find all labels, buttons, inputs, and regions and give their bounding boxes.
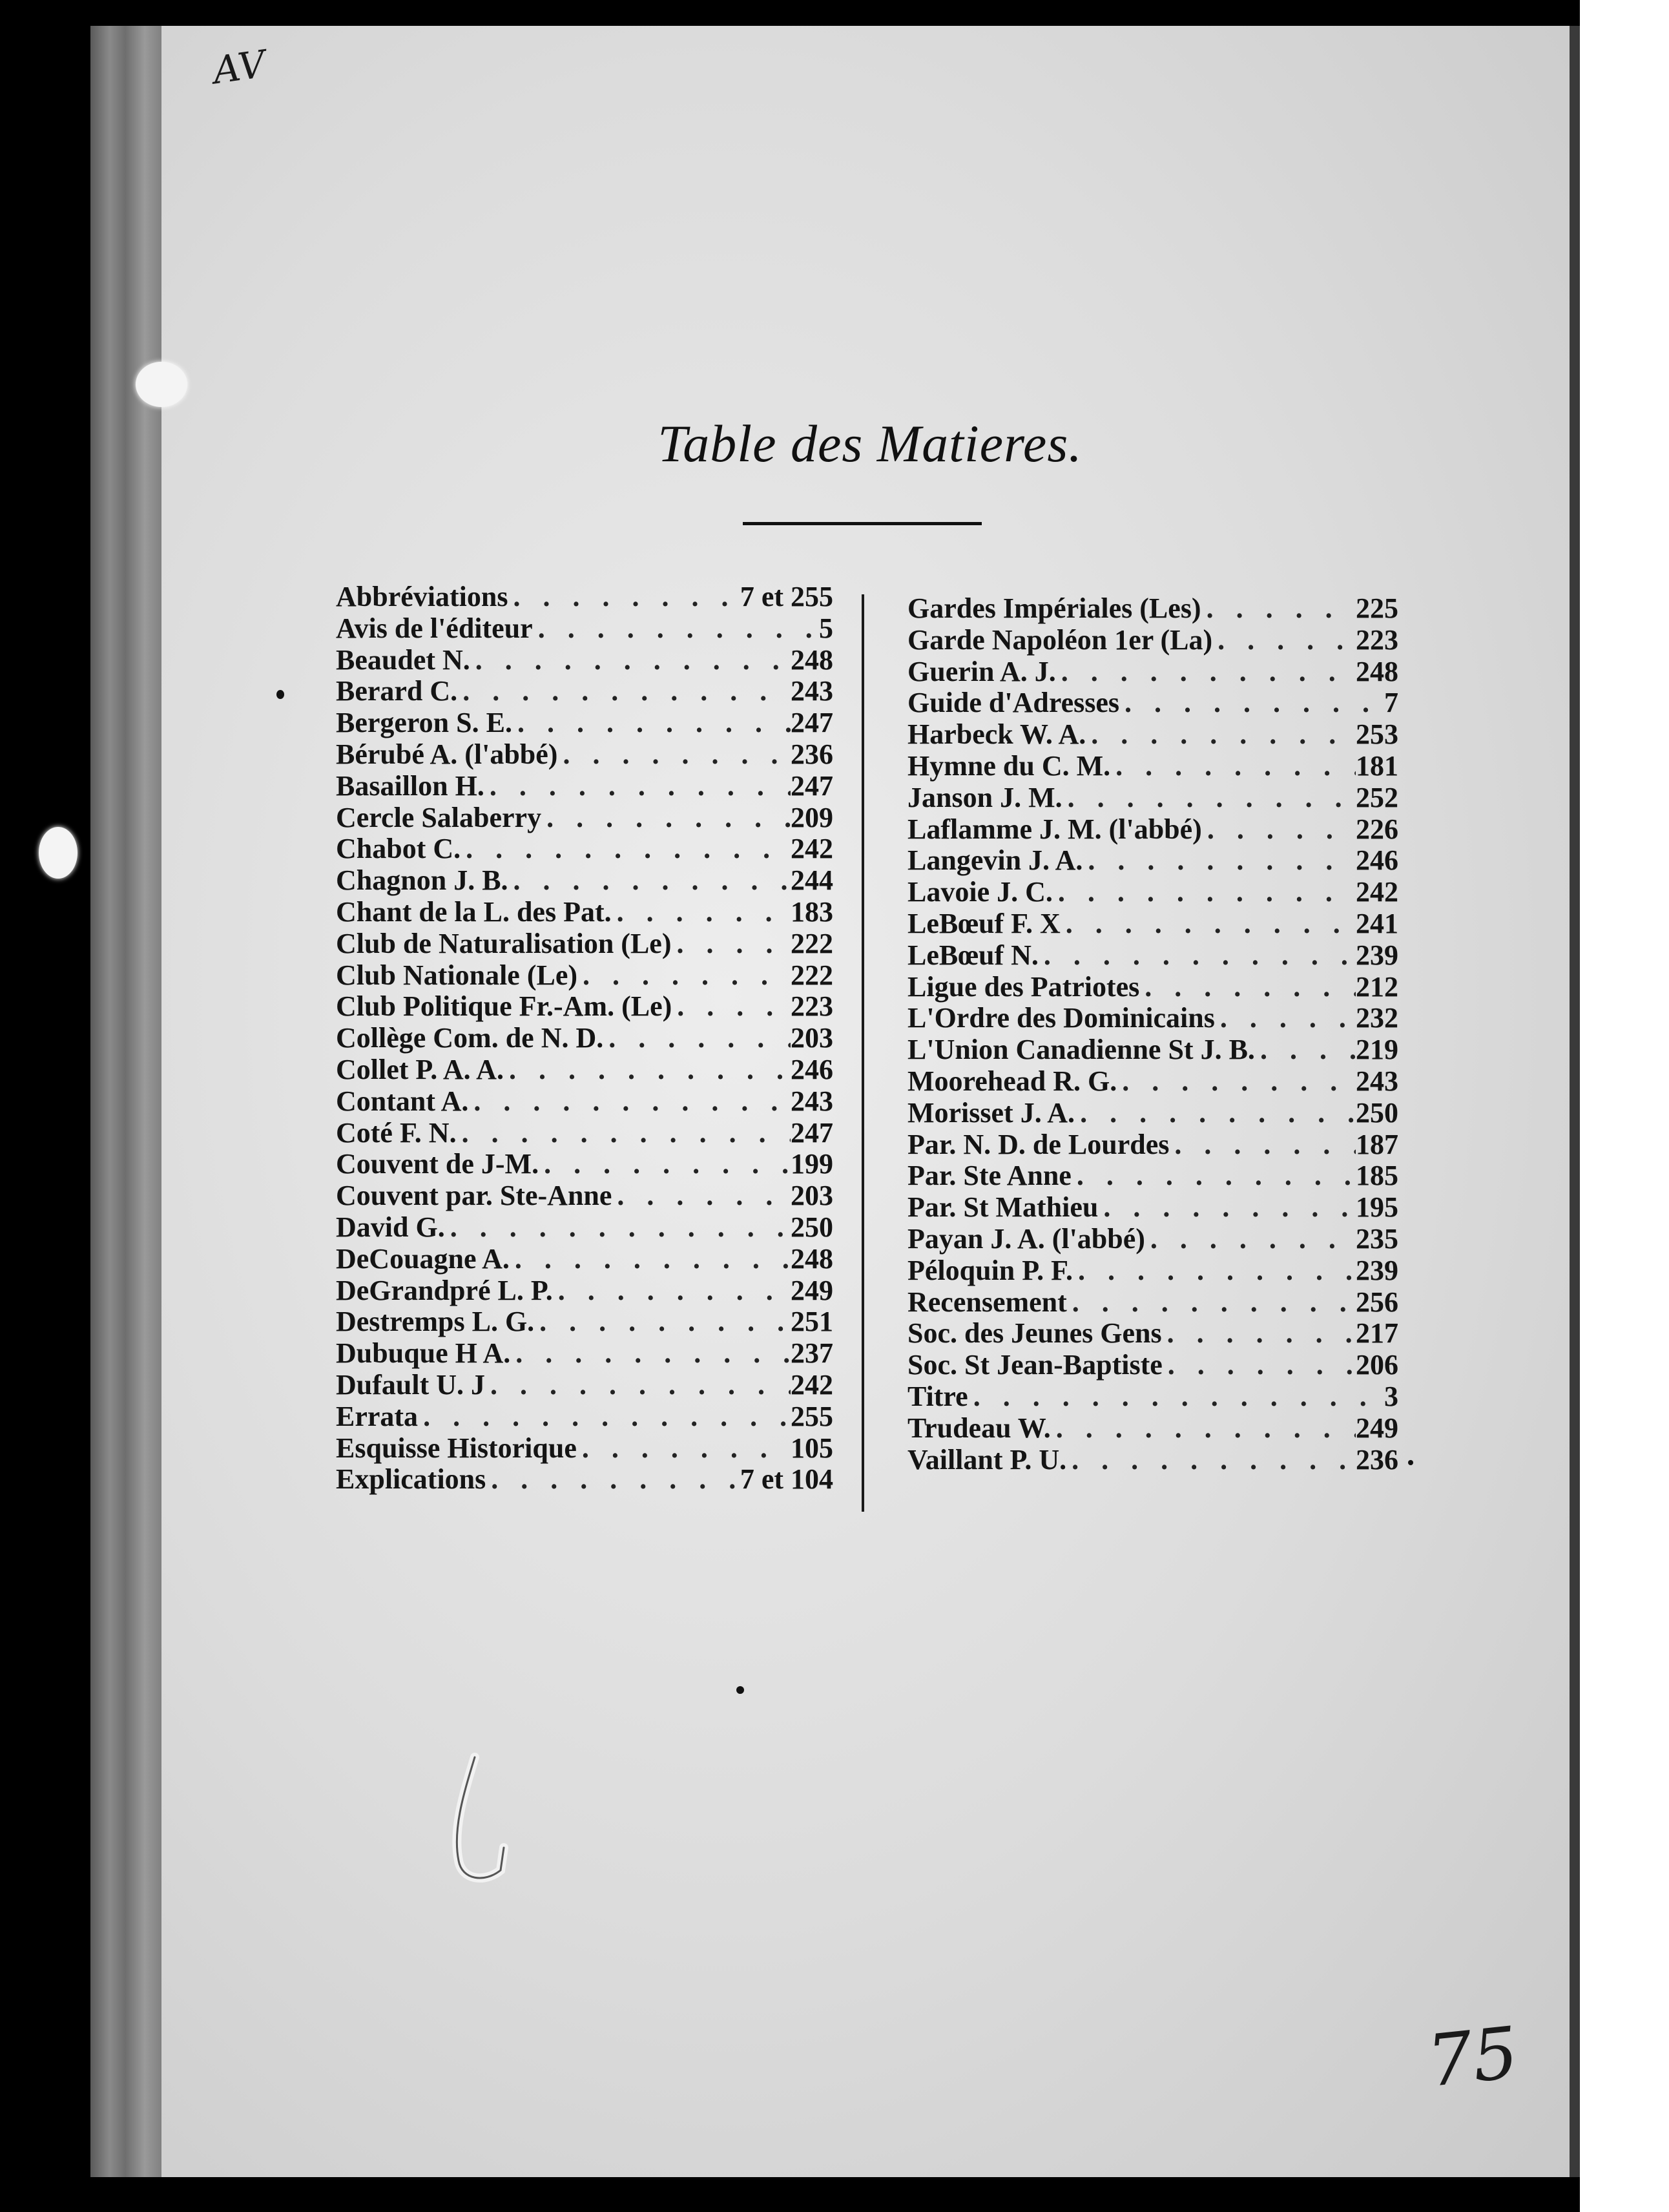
scan-margin [1580, 0, 1669, 2212]
toc-entry-page: 252 [1356, 781, 1398, 813]
toc-entry-page: 248 [1356, 655, 1398, 687]
toc-entry-label: Esquisse Historique [336, 1432, 577, 1464]
dot-leader [1255, 1034, 1356, 1066]
toc-entry-page: 235 [1356, 1222, 1398, 1255]
dot-leader [508, 865, 791, 897]
toc-entry-page: 222 [791, 959, 833, 991]
toc-entry [907, 940, 1398, 972]
toc-entry [907, 1066, 1398, 1098]
toc-entry [907, 656, 1398, 688]
toc-entry-label: Destremps L. G. [336, 1306, 535, 1338]
toc-entry-label: Par. Ste Anne [907, 1160, 1072, 1192]
dot-leader [1066, 1445, 1356, 1476]
toc-entry-label: Avis de l'éditeur [336, 612, 533, 644]
toc-entry-page: 243 [1356, 1065, 1398, 1097]
toc-entry-label: Dubuque H A. [336, 1337, 511, 1370]
dot-leader [486, 1464, 740, 1496]
dot-leader [470, 645, 791, 676]
toc-entry [336, 1244, 833, 1275]
toc-entry-page: 105 [791, 1432, 833, 1464]
book-spine [90, 26, 168, 2177]
toc-entry-page: 255 [791, 1400, 833, 1432]
toc-entry-page: 249 [791, 1274, 833, 1306]
toc-entry [907, 972, 1398, 1003]
toc-entry [907, 1445, 1398, 1476]
toc-entry-page: 223 [791, 990, 833, 1023]
toc-entry-page: 243 [791, 1085, 833, 1117]
dot-leader [1086, 719, 1356, 751]
toc-entry-label: Soc. des Jeunes Gens [907, 1317, 1162, 1350]
toc-entry-page: 247 [791, 1116, 833, 1149]
dot-leader [1072, 1160, 1356, 1192]
toc-entry-label: Hymne du C. M. [907, 749, 1111, 782]
toc-entry-label: Explications [336, 1463, 486, 1496]
dot-leader [612, 897, 791, 928]
toc-entry-label: Janson J. M. [907, 781, 1063, 813]
toc-entry [907, 1003, 1398, 1034]
toc-entry-page: 195 [1356, 1191, 1398, 1224]
toc-entry-page: 183 [791, 895, 833, 928]
toc-entry-page: 248 [791, 1242, 833, 1275]
toc-entry [336, 645, 833, 676]
toc-entry-label: Trudeau W. [907, 1412, 1051, 1444]
toc-entry-label: Club de Naturalisation (Le) [336, 927, 672, 959]
toc-entry-label: Cercle Salaberry [336, 801, 542, 833]
toc-right-column [907, 593, 1398, 1476]
toc-entry-page: 3 [1384, 1380, 1398, 1412]
toc-entry [336, 1338, 833, 1370]
toc-entry [336, 1054, 833, 1086]
toc-entry-page: 248 [791, 643, 833, 676]
dot-leader [1119, 687, 1384, 719]
dot-leader [504, 1054, 791, 1086]
toc-entry-page: 7 et 255 [740, 581, 833, 612]
dot-leader [577, 1433, 791, 1465]
dot-leader [468, 1086, 791, 1118]
toc-entry-label: Guerin A. J. [907, 655, 1056, 687]
toc-entry-page: 199 [791, 1148, 833, 1180]
toc-entry [336, 865, 833, 897]
toc-entry [907, 1255, 1398, 1287]
toc-entry-page: 250 [1356, 1096, 1398, 1129]
toc-entry-label: David G. [336, 1211, 445, 1243]
toc-entry [336, 1433, 833, 1465]
toc-entry-page: 187 [1356, 1128, 1398, 1160]
dot-leader [1083, 845, 1356, 877]
toc-entry-page: 250 [791, 1211, 833, 1243]
dot-leader [461, 833, 791, 865]
toc-entry-label: Coté F. N. [336, 1116, 457, 1149]
dot-leader [457, 1118, 791, 1149]
ink-speck [276, 690, 284, 699]
toc-entry-page: 222 [791, 927, 833, 959]
toc-entry [336, 676, 833, 707]
ink-speck [1408, 1460, 1413, 1465]
toc-entry [336, 771, 833, 802]
toc-entry-page: 206 [1356, 1349, 1398, 1381]
handwritten-mark [439, 1751, 517, 1893]
toc-entry-label: Recensement [907, 1286, 1067, 1318]
toc-entry [336, 897, 833, 928]
toc-entry-label: Contant A. [336, 1085, 469, 1117]
dot-leader [577, 960, 791, 992]
toc-entry-page: 237 [791, 1337, 833, 1370]
toc-entry-page: 212 [1356, 970, 1398, 1003]
dot-leader [1117, 1066, 1356, 1098]
page-title: Table des Matieres. [658, 414, 1083, 473]
toc-entry-page: 244 [791, 864, 833, 897]
dot-leader [1053, 877, 1356, 908]
toc-entry-page: 209 [791, 801, 833, 833]
toc-entry-label: Par. St Mathieu [907, 1191, 1099, 1224]
toc-entry-label: L'Union Canadienne St J. B. [907, 1034, 1255, 1066]
dot-leader [534, 1306, 791, 1338]
dot-leader [603, 1023, 791, 1054]
dot-leader [612, 1180, 791, 1212]
toc-entry-page: 246 [791, 1053, 833, 1085]
dot-leader [418, 1401, 791, 1433]
toc-entry [907, 687, 1398, 719]
toc-entry-page: 203 [791, 1180, 833, 1212]
toc-entry-page: 223 [1356, 623, 1398, 656]
toc-entry [336, 991, 833, 1023]
toc-entry-page: 236 [1356, 1443, 1398, 1476]
dot-leader [1056, 656, 1356, 688]
toc-left-column [336, 581, 833, 1496]
toc-entry-label: Beaudet N. [336, 643, 470, 676]
toc-entry-page: 242 [791, 833, 833, 865]
dot-leader [1067, 1287, 1356, 1319]
dot-leader [1110, 751, 1356, 782]
ink-speck [736, 1686, 744, 1694]
toc-entry-label: LeBœuf F. X [907, 907, 1061, 939]
dot-leader [457, 676, 791, 707]
toc-entry-label: Moorehead R. G. [907, 1065, 1117, 1097]
toc-entry-label: L'Ordre des Dominicains [907, 1002, 1215, 1034]
toc-entry-page: 226 [1356, 813, 1398, 845]
toc-entry [907, 1350, 1398, 1381]
toc-entry-label: Couvent par. Ste-Anne [336, 1180, 612, 1212]
toc-entry [907, 1160, 1398, 1192]
dot-leader [553, 1275, 791, 1307]
toc-entry [907, 814, 1398, 846]
toc-entry-page: 247 [791, 769, 833, 802]
toc-entry-label: Collet P. A. A. [336, 1053, 504, 1085]
toc-entry-label: Soc. St Jean-Baptiste [907, 1349, 1163, 1381]
toc-entry [907, 719, 1398, 751]
toc-entry [907, 908, 1398, 940]
toc-entry-page: 249 [1356, 1412, 1398, 1444]
toc-entry [907, 1318, 1398, 1350]
dot-leader [557, 739, 791, 771]
page-edge [1570, 26, 1580, 2177]
marginalia-bottom: 75 [1423, 2011, 1522, 2103]
toc-entry-label: Vaillant P. U. [907, 1443, 1067, 1476]
toc-entry [336, 1464, 833, 1496]
toc-entry [907, 1413, 1398, 1445]
toc-entry [907, 877, 1398, 908]
dot-leader [508, 581, 740, 613]
dot-leader [1145, 1224, 1356, 1255]
toc-entry [907, 1224, 1398, 1255]
dot-leader [1169, 1129, 1356, 1161]
toc-entry-label: Morisset J. A. [907, 1096, 1075, 1129]
toc-entry [336, 1118, 833, 1149]
toc-entry-label: DeCouagne A. [336, 1242, 510, 1275]
toc-entry [907, 1034, 1398, 1066]
dot-leader [1162, 1318, 1356, 1350]
toc-entry [336, 739, 833, 771]
toc-entry-label: Club Nationale (Le) [336, 959, 577, 991]
toc-entry-label: Dufault U. J [336, 1368, 486, 1401]
toc-entry-page: 219 [1356, 1034, 1398, 1066]
toc-entry [336, 1212, 833, 1244]
dot-leader [1039, 940, 1356, 972]
toc-entry [907, 1129, 1398, 1161]
toc-entry-page: 241 [1356, 907, 1398, 939]
toc-entry-label: Chabot C. [336, 833, 461, 865]
dot-leader [445, 1212, 791, 1244]
toc-entry-page: 217 [1356, 1317, 1398, 1350]
marginalia-top: AV [210, 41, 269, 93]
toc-entry [336, 960, 833, 992]
dot-leader [1061, 908, 1356, 940]
toc-entry [907, 593, 1398, 625]
toc-entry [907, 1098, 1398, 1129]
toc-entry [336, 1306, 833, 1338]
toc-entry [336, 1275, 833, 1307]
dot-leader [1051, 1413, 1356, 1445]
toc-entry-label: Harbeck W. A. [907, 718, 1086, 751]
toc-entry [907, 782, 1398, 814]
column-divider [862, 594, 864, 1512]
toc-entry-label: DeGrandpré L. P. [336, 1274, 553, 1306]
toc-entry-page: 239 [1356, 1254, 1398, 1286]
toc-entry-label: Garde Napoléon 1er (La) [907, 623, 1213, 656]
dot-leader [1202, 814, 1356, 846]
toc-entry-label: LeBœuf N. [907, 939, 1039, 971]
toc-entry-page: 232 [1356, 1002, 1398, 1034]
toc-entry-label: Chagnon J. B. [336, 864, 508, 897]
toc-entry-page: 253 [1356, 718, 1398, 751]
toc-entry [336, 1086, 833, 1118]
toc-entry-label: Laflamme J. M. (l'abbé) [907, 813, 1202, 845]
toc-entry-page: 243 [791, 675, 833, 707]
toc-entry-label: Péloquin P. F. [907, 1254, 1073, 1286]
toc-entry-page: 239 [1356, 939, 1398, 971]
toc-entry-page: 7 [1384, 687, 1398, 719]
dot-leader [510, 1244, 791, 1275]
dot-leader [1098, 1192, 1356, 1224]
dot-leader [510, 1338, 791, 1370]
toc-entry [907, 625, 1398, 656]
paper-blot [136, 362, 187, 407]
dot-leader [1215, 1003, 1356, 1034]
toc-entry-page: 251 [791, 1306, 833, 1338]
dot-leader [1201, 593, 1356, 625]
toc-entry-page: 225 [1356, 592, 1398, 624]
toc-entry-label: Abbréviations [336, 581, 508, 612]
toc-entry-page: 242 [791, 1368, 833, 1401]
title-rule [743, 522, 982, 525]
toc-entry-label: Bérubé A. (l'abbé) [336, 738, 558, 770]
toc-entry [336, 1149, 833, 1180]
toc-entry-page: 181 [1356, 749, 1398, 782]
toc-entry [336, 802, 833, 834]
dot-leader [1163, 1350, 1356, 1381]
dot-leader [484, 771, 791, 802]
toc-entry-label: Lavoie J. C. [907, 876, 1053, 908]
toc-entry [907, 751, 1398, 782]
toc-entry [336, 707, 833, 739]
toc-entry-page: 236 [791, 738, 833, 770]
toc-entry [907, 845, 1398, 877]
dot-leader [1139, 972, 1356, 1003]
dot-leader [485, 1370, 791, 1401]
toc-entry-page: 7 et 104 [740, 1463, 833, 1496]
dot-leader [541, 802, 791, 834]
toc-entry-page: 246 [1356, 844, 1398, 877]
toc-entry-label: Bergeron S. E. [336, 707, 512, 739]
toc-entry [907, 1287, 1398, 1319]
toc-entry-label: Par. N. D. de Lourdes [907, 1128, 1170, 1160]
toc-entry [907, 1192, 1398, 1224]
toc-entry-label: Ligue des Patriotes [907, 970, 1140, 1003]
toc-entry-page: 256 [1356, 1286, 1398, 1318]
toc-entry-label: Guide d'Adresses [907, 687, 1120, 719]
toc-entry [336, 1023, 833, 1054]
dot-leader [1063, 782, 1356, 814]
dot-leader [968, 1381, 1384, 1413]
paper-blot [39, 827, 78, 879]
toc-entry-page: 242 [1356, 876, 1398, 908]
dot-leader [1075, 1098, 1356, 1129]
toc-entry-page: 185 [1356, 1160, 1398, 1192]
toc-entry [336, 613, 833, 645]
dot-leader [539, 1149, 791, 1180]
dot-leader [512, 707, 791, 739]
toc-entry [336, 581, 833, 613]
toc-entry-label: Payan J. A. (l'abbé) [907, 1222, 1145, 1255]
toc-entry [336, 1370, 833, 1401]
toc-entry-label: Chant de la L. des Pat. [336, 895, 612, 928]
dot-leader [533, 613, 819, 645]
toc-entry-page: 247 [791, 707, 833, 739]
toc-entry-label: Berard C. [336, 675, 458, 707]
toc-entry-page: 5 [819, 612, 833, 644]
toc-entry-label: Titre [907, 1380, 968, 1412]
toc-entry [336, 928, 833, 960]
toc-entry-page: 203 [791, 1022, 833, 1054]
toc-entry-label: Errata [336, 1400, 419, 1432]
dot-leader [672, 991, 791, 1023]
toc-entry-label: Gardes Impériales (Les) [907, 592, 1201, 624]
toc-entry-label: Couvent de J-M. [336, 1148, 539, 1180]
dot-leader [1073, 1255, 1356, 1287]
toc-entry [907, 1381, 1398, 1413]
toc-entry-label: Collège Com. de N. D. [336, 1022, 604, 1054]
dot-leader [1212, 625, 1356, 656]
toc-entry [336, 833, 833, 865]
toc-entry [336, 1401, 833, 1433]
dot-leader [671, 928, 791, 960]
toc-entry-label: Basaillon H. [336, 769, 484, 802]
toc-entry-label: Club Politique Fr.-Am. (Le) [336, 990, 672, 1023]
toc-entry-label: Langevin J. A. [907, 844, 1083, 877]
toc-entry [336, 1180, 833, 1212]
